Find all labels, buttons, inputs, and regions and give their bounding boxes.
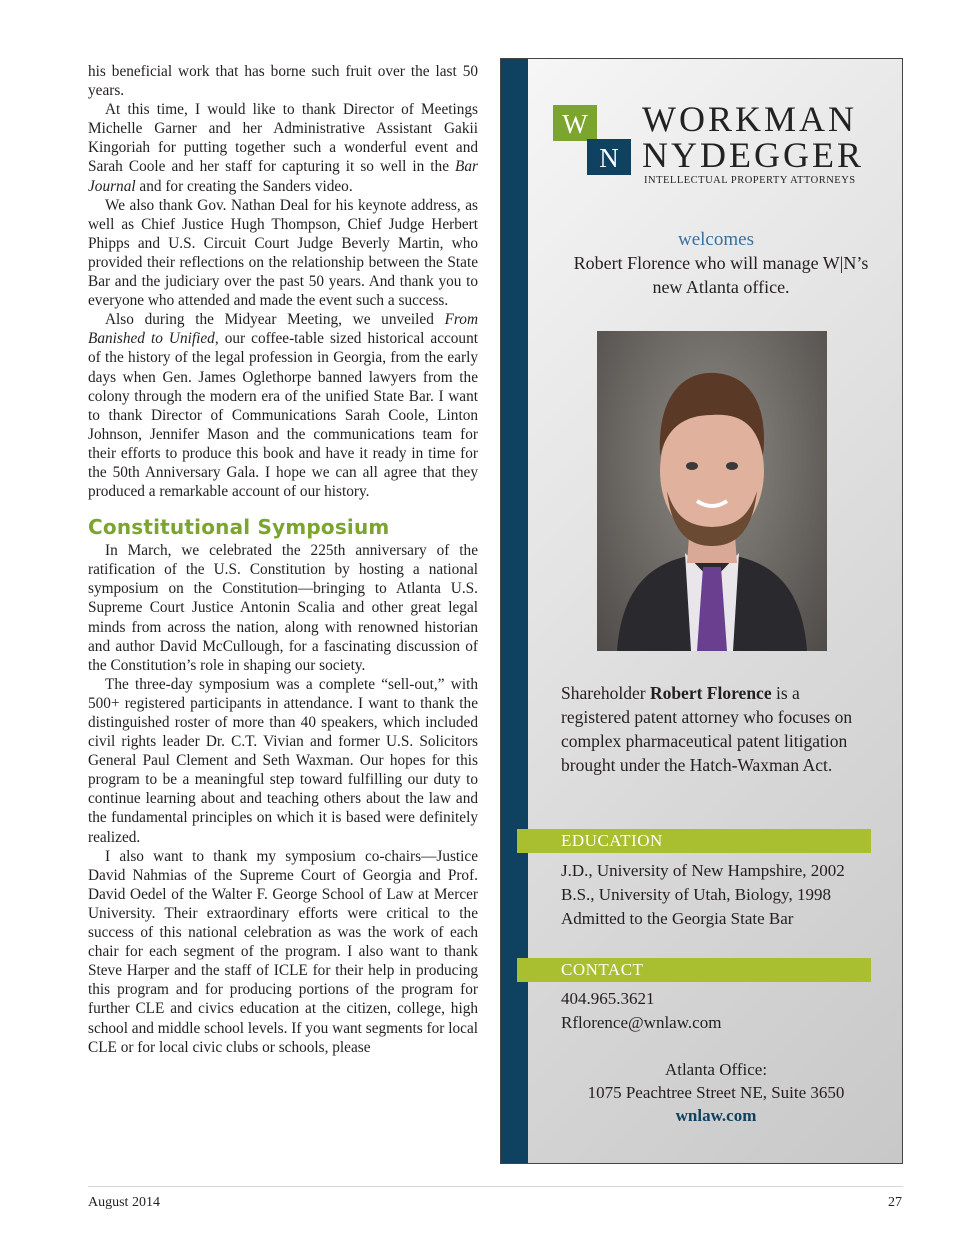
firm-tagline: INTELLECTUAL PROPERTY ATTORNEYS bbox=[644, 175, 856, 186]
article-paragraph: In March, we celebrated the 225th anniversary of the ratification of the U.S. Constitution by hosting a national symposium on the Constitution—bringing to Atlanta U.S. Supreme Court Justice Antonin Scalia and other great legal minds from across the nation, along with renowned historian and author David McCullough, for a fascinating discussion of the Constitution’s role in shaping our society. bbox=[88, 542, 478, 674]
education-item: Admitted to the Georgia State Bar bbox=[561, 909, 794, 928]
attorney-name: Robert Florence bbox=[649, 683, 772, 703]
book-title: From Banished to Unified bbox=[88, 311, 478, 348]
contact-band: CONTACT bbox=[517, 958, 871, 982]
section-heading: Constitutional Symposium bbox=[88, 515, 390, 540]
education-item: B.S., University of Utah, Biology, 1998 bbox=[561, 885, 831, 904]
education-item: J.D., University of New Hampshire, 2002 bbox=[561, 861, 845, 880]
publication-title: Bar Journal bbox=[88, 158, 478, 195]
welcomes-label: welcomes bbox=[678, 229, 754, 250]
contact-list bbox=[561, 987, 881, 1035]
article-paragraph: I also want to thank my symposium co-chairs—Justice David Nahmias of the Supreme Court of Georgia and Prof. David Oedel of the Walter F. George School of Law at Mercer University. Their extraordinary efforts were critical to the success of this national celebration as was the work of each chair for each segment of the program. I also want to thank Steve Harper and the staff of ICLE for their help in producing this program and for producing portions of the program for further CLE and civics education at the citizen, college, high school and middle school levels. If you want segments for local CLE or for local civic clubs or schools, please bbox=[88, 847, 478, 1056]
welcome-text: Robert Florence who will manage W|N’s new Atlanta office. bbox=[573, 253, 869, 297]
footer-divider bbox=[88, 1186, 903, 1187]
website-link[interactable]: wnlaw.com bbox=[675, 1106, 757, 1125]
bio-text: Shareholder Robert Florence is a registered patent attorney who focuses on complex pharmaceutical patent litigation brought under the Hatch-Waxman Act. bbox=[561, 683, 853, 775]
office-address: 1075 Peachtree Street NE, Suite 3650 bbox=[587, 1083, 845, 1102]
portrait-photo bbox=[597, 331, 827, 651]
portrait-illustration bbox=[597, 331, 827, 651]
article-column bbox=[88, 62, 478, 1057]
office-info bbox=[528, 1058, 904, 1127]
article-paragraph: We also thank Gov. Nathan Deal for his keynote address, as well as Chief Justice Hugh Thompson, Chief Judge Herbert Phipps and U.S. Circuit Court Judge Beverly Martin, who provided their reflections on the relationship between the State Bar and the judiciary over the past 50 years. And thank you to everyone who attended and made the event such a success. bbox=[88, 196, 478, 310]
education-list bbox=[561, 859, 881, 931]
page-number: 27 bbox=[888, 1195, 902, 1210]
ad-side-bar bbox=[501, 59, 528, 1163]
contact-email[interactable]: Rflorence@wnlaw.com bbox=[561, 1013, 722, 1032]
logo-w-block: W bbox=[553, 105, 597, 141]
advertisement bbox=[500, 58, 903, 1164]
education-band: EDUCATION bbox=[517, 829, 871, 853]
footer-date: August 2014 bbox=[88, 1195, 160, 1210]
contact-phone: 404.965.3621 bbox=[561, 989, 655, 1008]
office-label: Atlanta Office: bbox=[664, 1060, 768, 1079]
article-paragraph: The three-day symposium was a complete “sell-out,” with 500+ registered participants in attendance. I want to thank the distinguished roster of more than 40 speakers, which included civil rights leader Dr. C.T. Vivian and former U.S. Solicitors General Paul Clement and Seth Waxman. Our hopes for this program to be a meaningful step toward fulfilling our duty to continue learning about and teaching others about the law and the fundamental principles on which it is based were definitely realized. bbox=[88, 675, 478, 846]
firm-name-line1: WORKMAN bbox=[642, 99, 857, 139]
firm-name-line2: NYDEGGER bbox=[642, 135, 864, 175]
logo-n-block: N bbox=[587, 139, 631, 175]
article-paragraph: his beneficial work that has borne such fruit over the last 50 years. bbox=[88, 63, 478, 100]
article-paragraph: At this time, I would like to thank Director of Meetings Michelle Garner and her Administrative Assistant Gakii Kingoriah for putting together such a wonderful event and Sarah Coole and her staff for capturing it so well in the Bar Journal and for creating the Sanders video. bbox=[88, 101, 478, 195]
article-paragraph: Also during the Midyear Meeting, we unveiled From Banished to Unified, our coffee-table sized historical account of the history of the legal profession in Georgia, from the early days when Gen. James Oglethorpe banned lawyers from the colony through the modern era of the unified State Bar. I want to thank Director of Communications Sarah Coole, Linton Johnson, Jennifer Mason and the communications team for their efforts to produce this book and have it ready in time for the 50th Anniversary Gala. I hope we can all agree that they produced a remarkable account of our history. bbox=[88, 311, 478, 501]
